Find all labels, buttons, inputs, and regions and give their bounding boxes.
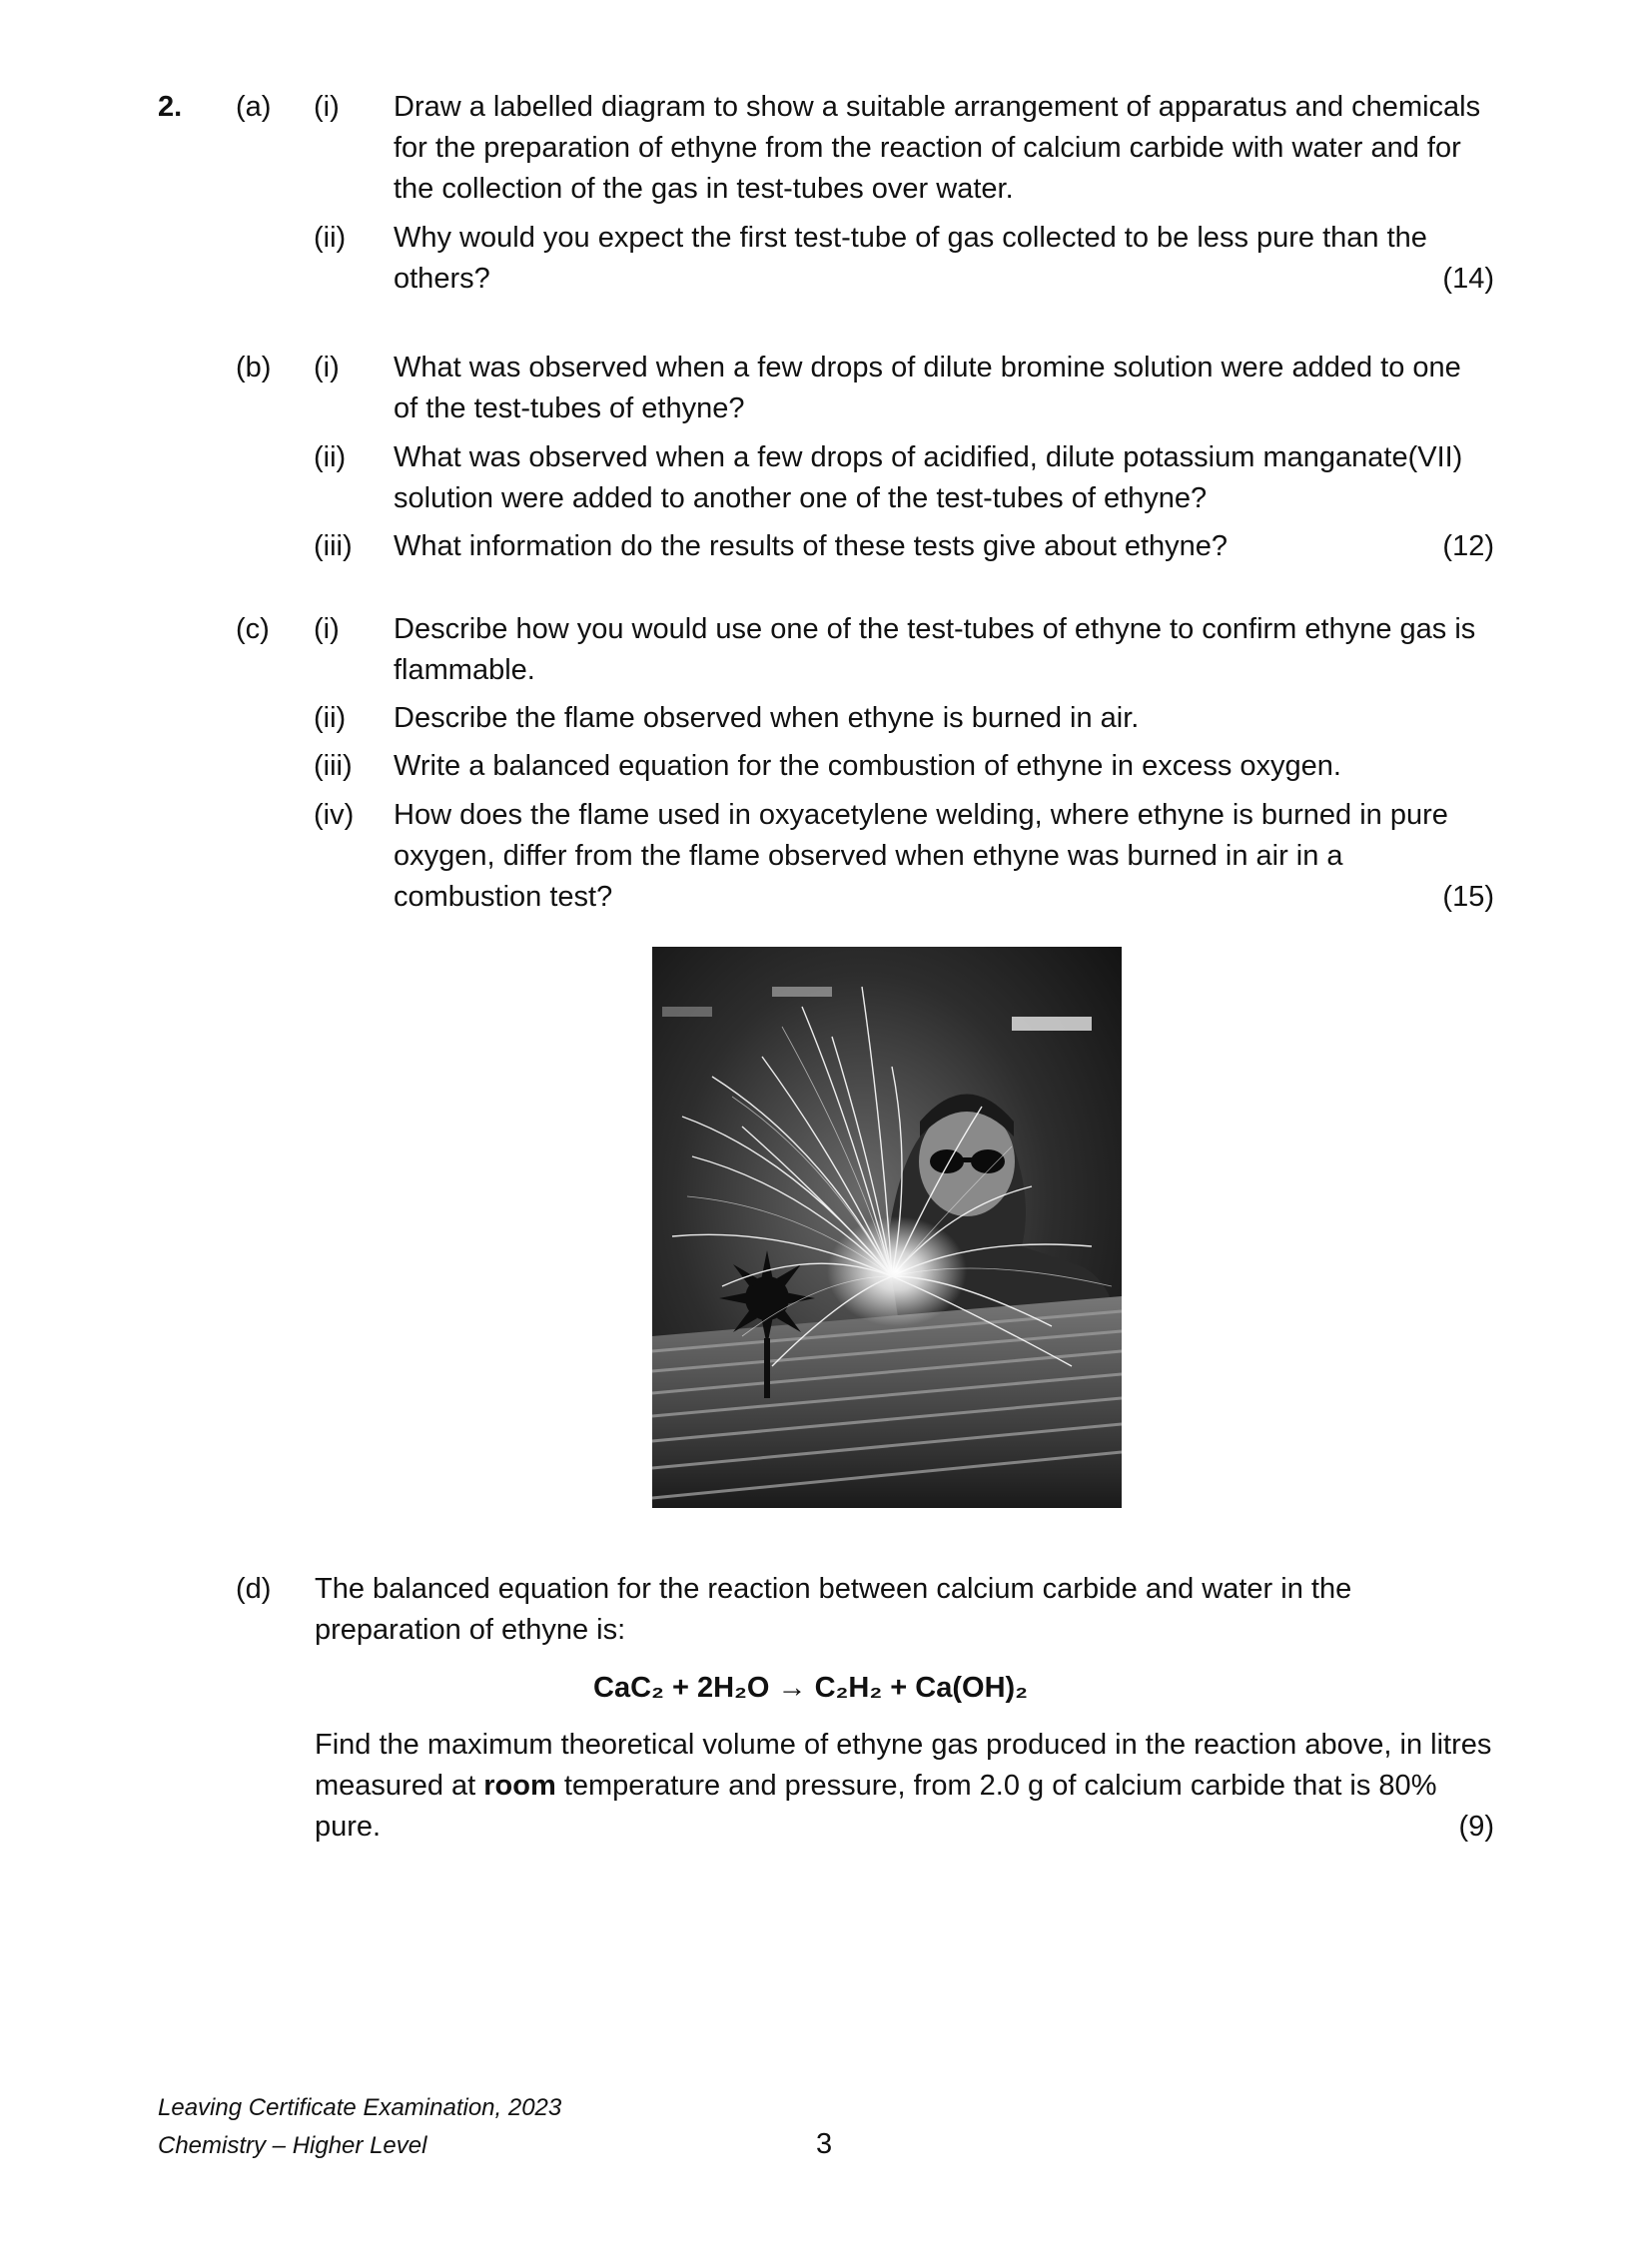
part-c-iii-label: (iii): [314, 750, 353, 782]
part-d-task-before: Find the maximum theoretical volume of ethyne gas produced in the reaction above, in litres measured at: [315, 1729, 1492, 1802]
footer-subject: Chemistry – Higher Level: [158, 2132, 427, 2159]
footer-exam-title: Leaving Certificate Examination, 2023: [158, 2094, 562, 2121]
part-b-iii-text: What information do the results of these tests give about ethyne?: [394, 530, 1229, 562]
part-b-iii-label: (iii): [314, 530, 353, 562]
part-b-marks: (12): [1442, 530, 1494, 562]
part-c-iii-text: Write a balanced equation for the combustion of ethyne in excess oxygen.: [394, 750, 1341, 782]
part-d-intro: The balanced equation for the reaction between calcium carbide and water in the preparation of ethyne is:: [315, 1573, 1352, 1646]
part-d-task: [315, 1725, 1498, 1848]
part-a-ii-text: Why would you expect the first test-tube of gas collected to be less pure than the others?: [394, 222, 1427, 295]
part-a-marks: (14): [1442, 263, 1494, 295]
part-c-label: (c): [236, 613, 270, 645]
part-b-ii-text: What was observed when a few drops of acidified, dilute potassium manganate(VII) solution were added to another one of the test-tubes of ethyne?: [394, 441, 1463, 514]
part-a-label: (a): [236, 91, 272, 123]
part-d-task-after: temperature and pressure, from 2.0 g of calcium carbide that is 80% pure.: [315, 1770, 1437, 1843]
part-b-i-label: (i): [314, 352, 340, 383]
part-d-label: (d): [236, 1573, 272, 1605]
part-c-iv-label: (iv): [314, 799, 355, 831]
calcium-carbide-equation: CaC₂ + 2H₂O → C₂H₂ + Ca(OH)₂: [593, 1672, 1029, 1704]
part-a-ii-label: (ii): [314, 222, 347, 254]
question-number: 2.: [158, 91, 183, 123]
part-d-task-bold: room: [483, 1770, 556, 1802]
part-b-label: (b): [236, 352, 272, 383]
page-number: 3: [816, 2128, 833, 2160]
part-c-ii-label: (ii): [314, 702, 347, 734]
part-c-ii-text: Describe the flame observed when ethyne is burned in air.: [394, 702, 1140, 734]
part-a-i-text: Draw a labelled diagram to show a suitable arrangement of apparatus and chemicals for the preparation of ethyne from the reaction of calcium carbide with water and for the collection of the gas in test-tubes over water.: [394, 91, 1481, 205]
part-a-i-label: (i): [314, 91, 340, 123]
part-b-ii-label: (ii): [314, 441, 347, 473]
welding-photograph: [652, 947, 1122, 1508]
part-c-i-label: (i): [314, 613, 340, 645]
part-c-marks: (15): [1442, 881, 1494, 913]
part-d-marks: (9): [1458, 1811, 1494, 1843]
part-c-i-text: Describe how you would use one of the test-tubes of ethyne to confirm ethyne gas is flammable.: [394, 613, 1476, 686]
part-c-iv-text: How does the flame used in oxyacetylene welding, where ethyne is burned in pure oxygen, differ from the flame observed when ethyne was burned in air in a combustion test?: [394, 799, 1448, 913]
part-b-i-text: What was observed when a few drops of dilute bromine solution were added to one of the test-tubes of ethyne?: [394, 352, 1461, 424]
